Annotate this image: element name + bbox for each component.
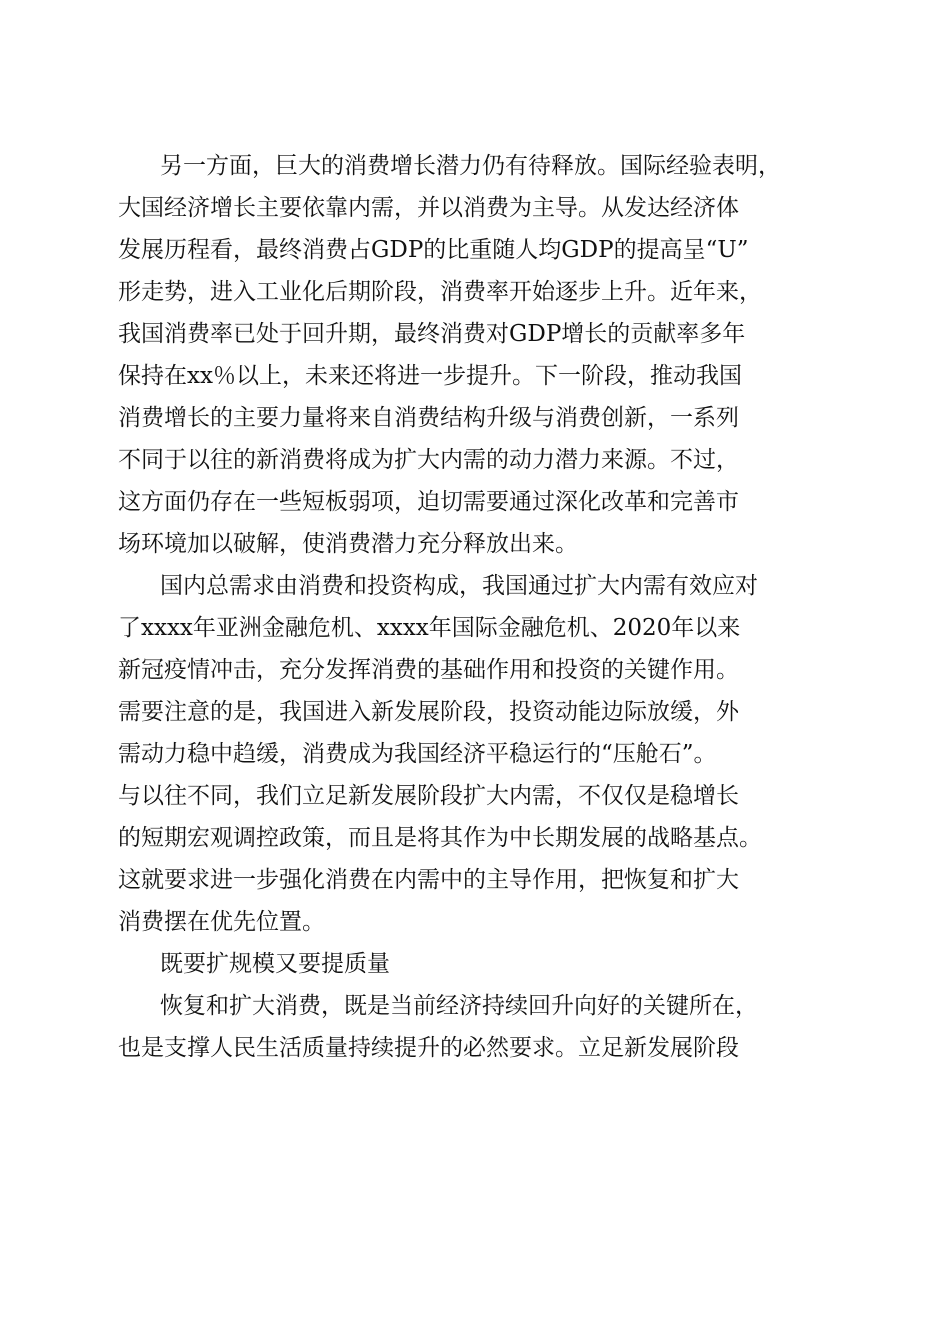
paragraph-line: 保持在xx％以上，未来还将进一步提升。下一阶段，推动我国 [118,363,742,389]
paragraph-line: 这就要求进一步强化消费在内需中的主导作用，把恢复和扩大 [118,867,739,893]
section-heading: 既要扩规模又要提质量 [160,951,390,977]
paragraph-line: 这方面仍存在一些短板弱项，迫切需要通过深化改革和完善市 [118,489,739,515]
paragraph-line: 的短期宏观调控政策，而且是将其作为中长期发展的战略基点。 [118,825,762,851]
paragraph-line: 恢复和扩大消费，既是当前经济持续回升向好的关键所在， [160,993,758,1019]
paragraph-line: 发展历程看，最终消费占GDP的比重随人均GDP的提高呈“U” [118,237,749,263]
paragraph-line: 场环境加以破解，使消费潜力充分释放出来。 [118,531,578,557]
paragraph-line: 与以往不同，我们立足新发展阶段扩大内需，不仅仅是稳增长 [118,783,739,809]
paragraph-line: 消费摆在优先位置。 [118,909,325,935]
paragraph-line: 新冠疫情冲击，充分发挥消费的基础作用和投资的关键作用。 [118,657,739,683]
paragraph-line: 另一方面，巨大的消费增长潜力仍有待释放。国际经验表明， [160,153,781,179]
paragraph-line: 形走势，进入工业化后期阶段，消费率开始逐步上升。近年来， [118,279,762,305]
paragraph-line: 需动力稳中趋缓，消费成为我国经济平稳运行的“压舱石”。 [118,741,717,767]
paragraph-line: 大国经济增长主要依靠内需，并以消费为主导。从发达经济体 [118,195,739,221]
paragraph-line: 了xxxx年亚洲金融危机、xxxx年国际金融危机、2020年以来 [118,615,741,641]
paragraph-line: 国内总需求由消费和投资构成，我国通过扩大内需有效应对 [160,573,758,599]
paragraph-line: 不同于以往的新消费将成为扩大内需的动力潜力来源。不过， [118,447,739,473]
paragraph-line: 也是支撑人民生活质量持续提升的必然要求。立足新发展阶段 [118,1035,739,1061]
paragraph-line: 我国消费率已处于回升期，最终消费对GDP增长的贡献率多年 [118,321,746,347]
paragraph-line: 需要注意的是，我国进入新发展阶段，投资动能边际放缓，外 [118,699,739,725]
paragraph-line: 消费增长的主要力量将来自消费结构升级与消费创新，一系列 [118,405,739,431]
